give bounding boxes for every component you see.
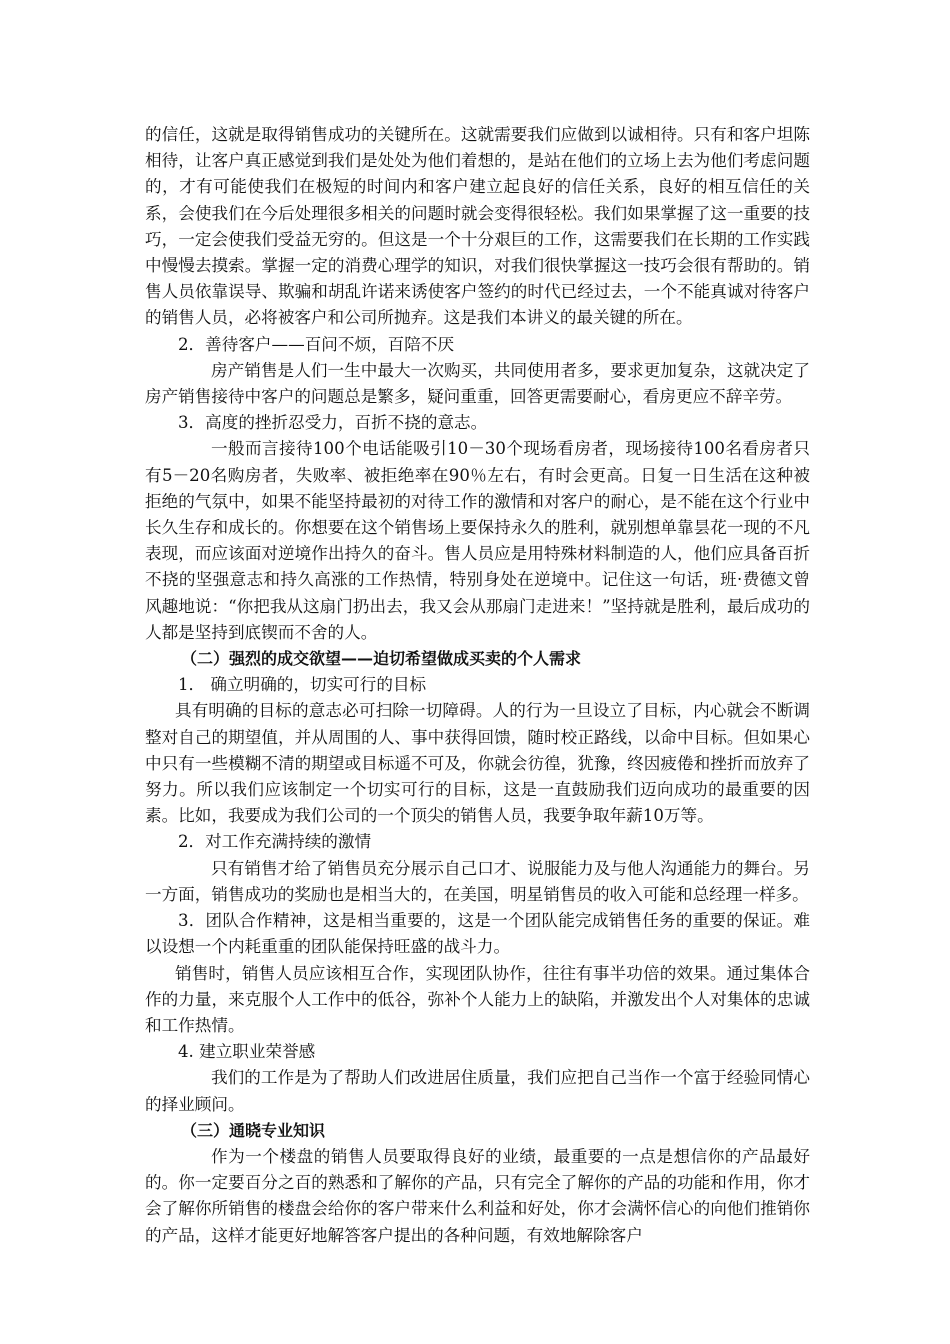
paragraph-cooperation: 销售时，销售人员应该相互合作，实现团队协作，往往有事半功倍的效果。通过集体合作的力量，来克服个人工作中的低谷，弥补个人能力上的缺陷，并激发出个人对集体的忠诚和工作热情。	[145, 963, 810, 1035]
item-heading-goal: 1． 确立明确的，切实可行的目标	[178, 675, 427, 695]
document-page	[145, 122, 810, 1249]
item-heading-2: 2．善待客户——百问不烦，百陪不厌	[178, 334, 455, 354]
paragraph-honor: 我们的工作是为了帮助人们改进居住质量，我们应把自己当作一个富于经验同情心的择业顾问。	[145, 1068, 810, 1114]
paragraph-teamwork: 3．团队合作精神，这是相当重要的，这是一个团队能完成销售任务的重要的保证。难以设想一个内耗重重的团队能保持旺盛的战斗力。	[145, 911, 810, 957]
paragraph-goal: 具有明确的目标的意志必可扫除一切障碍。人的行为一旦设立了目标，内心就会不断调整对自己的期望值，并从周围的人、事中获得回馈，随时校正路线，以命中目标。但如果心中只有一些模糊不清的期望或目标遥不可及，你就会彷徨，犹豫，终因疲倦和挫折而放弃了努力。所以我们应该制定一个切实可行的目标，这是一直鼓励我们迈向成功的最重要的因素。比如，我要成为我们公司的一个顶尖的销售人员，我要争取年薪10万等。	[145, 701, 810, 826]
paragraph-passion: 只有销售才给了销售员充分展示自己口才、说服能力及与他人沟通能力的舞台。另一方面，销售成功的奖励也是相当大的，在美国，明星销售员的收入可能和总经理一样多。	[145, 858, 810, 904]
section-heading-3: （三）通晓专业知识	[181, 1120, 326, 1140]
paragraph-perseverance: 一般而言接待100个电话能吸引10－30个现场看房者，现场接待100名看房者只有5－20名购房者，失败率、被拒绝率在90％左右，有时会更高。日复一日生活在这种被拒绝的气氛中，如果不能坚持最初的对待工作的激情和对客户的耐心，是不能在这个行业中长久生存和成长的。你想要在这个销售场上要保持永久的胜利，就别想单靠昙花一现的不凡表现，而应该面对逆境作出持久的奋斗。售人员应是用特殊材料制造的人，他们应具备百折不挠的坚强意志和持久高涨的工作热情，特别身处在逆境中。记住这一句话，班·费德文曾风趣地说：“你把我从这扇门扔出去，我又会从那扇门走进来！”坚持就是胜利，最后成功的人都是坚持到底锲而不舍的人。	[145, 439, 810, 642]
paragraph-patience: 房产销售是人们一生中最大一次购买，共同使用者多，要求更加复杂，这就决定了房产销售接待中客户的问题总是繁多，疑问重重，回答更需要耐心，看房更应不辞辛劳。	[145, 360, 810, 407]
section-heading-2: （二）强烈的成交欲望——迫切希望做成买卖的个人需求	[181, 649, 582, 669]
paragraph-knowledge: 作为一个楼盘的销售人员要取得良好的业绩，最重要的一点是想信你的产品最好的。你一定要百分之百的熟悉和了解你的产品，只有完全了解你的产品的功能和作用，你才会了解你所销售的楼盘会给你的客户带来什么利益和好处，你才会满怀信心的向他们推销你的产品，这样才能更好地解答客户提出的各种问题，有效地解除客户	[145, 1146, 810, 1245]
item-heading-honor: 4. 建立职业荣誉感	[178, 1042, 316, 1062]
item-heading-3: 3．高度的挫折忍受力，百折不挠的意志。	[178, 413, 488, 433]
item-heading-passion: 2．对工作充满持续的激情	[178, 832, 372, 852]
paragraph-trust: 的信任，这就是取得销售成功的关键所在。这就需要我们应做到以诚相待。只有和客户坦陈相待，让客户真正感觉到我们是处处为他们着想的，是站在他们的立场上去为他们考虑问题的，才有可能使我们在极短的时间内和客户建立起良好的信任关系，良好的相互信任的关系，会使我们在今后处理很多相关的问题时就会变得很轻松。我们如果掌握了这一重要的技巧，一定会使我们受益无穷的。但这是一个十分艰巨的工作，这需要我们在长期的工作实践中慢慢去摸索。掌握一定的消费心理学的知识，对我们很快掌握这一技巧会很有帮助的。销售人员依靠误导、欺骗和胡乱许诺来诱使客户签约的时代已经过去，一个不能真诚对待客户的销售人员，必将被客户和公司所抛弃。这是我们本讲义的最关键的所在。	[145, 125, 810, 328]
